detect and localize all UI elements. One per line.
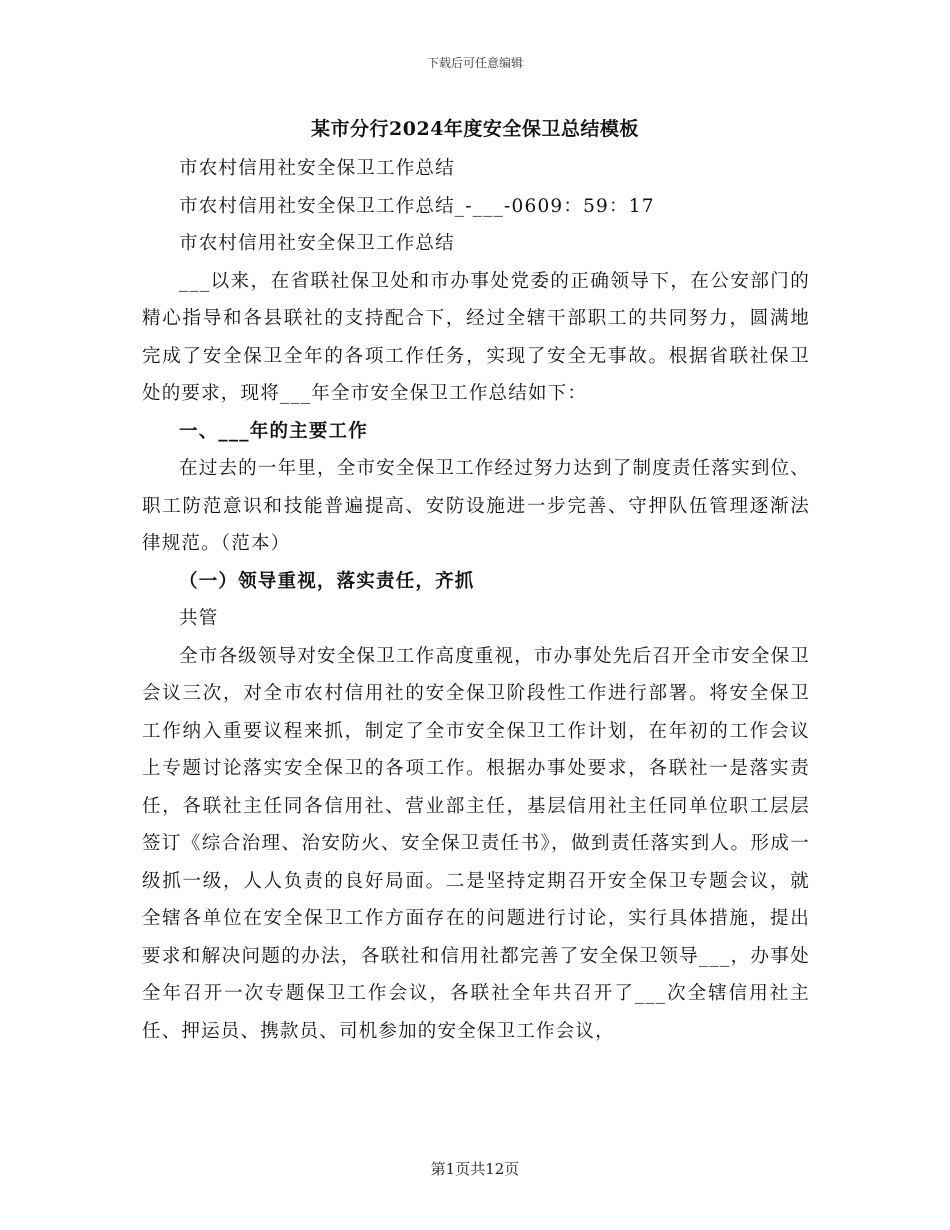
document-body — [142, 150, 810, 1050]
paragraph: 市农村信用社安全保卫工作总结_-___-0609：59：17 — [179, 195, 655, 217]
paragraph: 全市各级领导对安全保卫工作高度重视，市办事处先后召开全市安全保卫会议三次，对全市农村信用社的安全保卫阶段性工作进行部署。将安全保卫工作纳入重要议程来抓，制定了全市安全保卫工作计划，在年初的工作会议上专题讨论落实安全保卫的各项工作。根据办事处要求，各联社一是落实责任，各联社主任同各信用社、营业部主任，基层信用社主任同单位职工层层签订《综合治理、治安防火、安全保卫责任书》，做到责任落实到人。形成一级抓一级，人人负责的良好局面。二是坚持定期召开安全保卫专题会议，就全辖各单位在安全保卫工作方面存在的问题进行讨论，实行具体措施，提出要求和解决问题的办法，各联社和信用社都完善了安全保卫领导___，办事处全年召开一次专题保卫工作会议，各联社全年共召开了___次全辖信用社主任、押运员、携款员、司机参加的安全保卫工作会议， — [142, 645, 810, 1042]
paragraph: ___以来，在省联社保卫处和市办事处党委的正确领导下，在公安部门的精心指导和各县联社的支持配合下，经过全辖干部职工的共同努力，圆满地完成了安全保卫全年的各项工作任务，实现了安全无事故。根据省联社保卫处的要求，现将___年全市安全保卫工作总结如下： — [142, 270, 810, 404]
section-heading: 一、___年的主要工作 — [179, 420, 368, 442]
subsection-heading: （一）领导重视，落实责任，齐抓 — [179, 570, 475, 592]
paragraph: 市农村信用社安全保卫工作总结 — [179, 158, 455, 179]
page-footer: 第1页共12页 — [430, 1160, 520, 1178]
document-title: 某市分行2024年度安全保卫总结模板 — [311, 118, 639, 140]
header-note: 下载后可任意编辑 — [426, 56, 523, 70]
paragraph: 市农村信用社安全保卫工作总结 — [179, 233, 455, 254]
paragraph: 共管 — [179, 608, 219, 629]
paragraph: 在过去的一年里，全市安全保卫工作经过努力达到了制度责任落实到位、职工防范意识和技能普遍提高、安防设施进一步完善、守押队伍管理逐渐法律规范。（范本） — [142, 458, 810, 554]
